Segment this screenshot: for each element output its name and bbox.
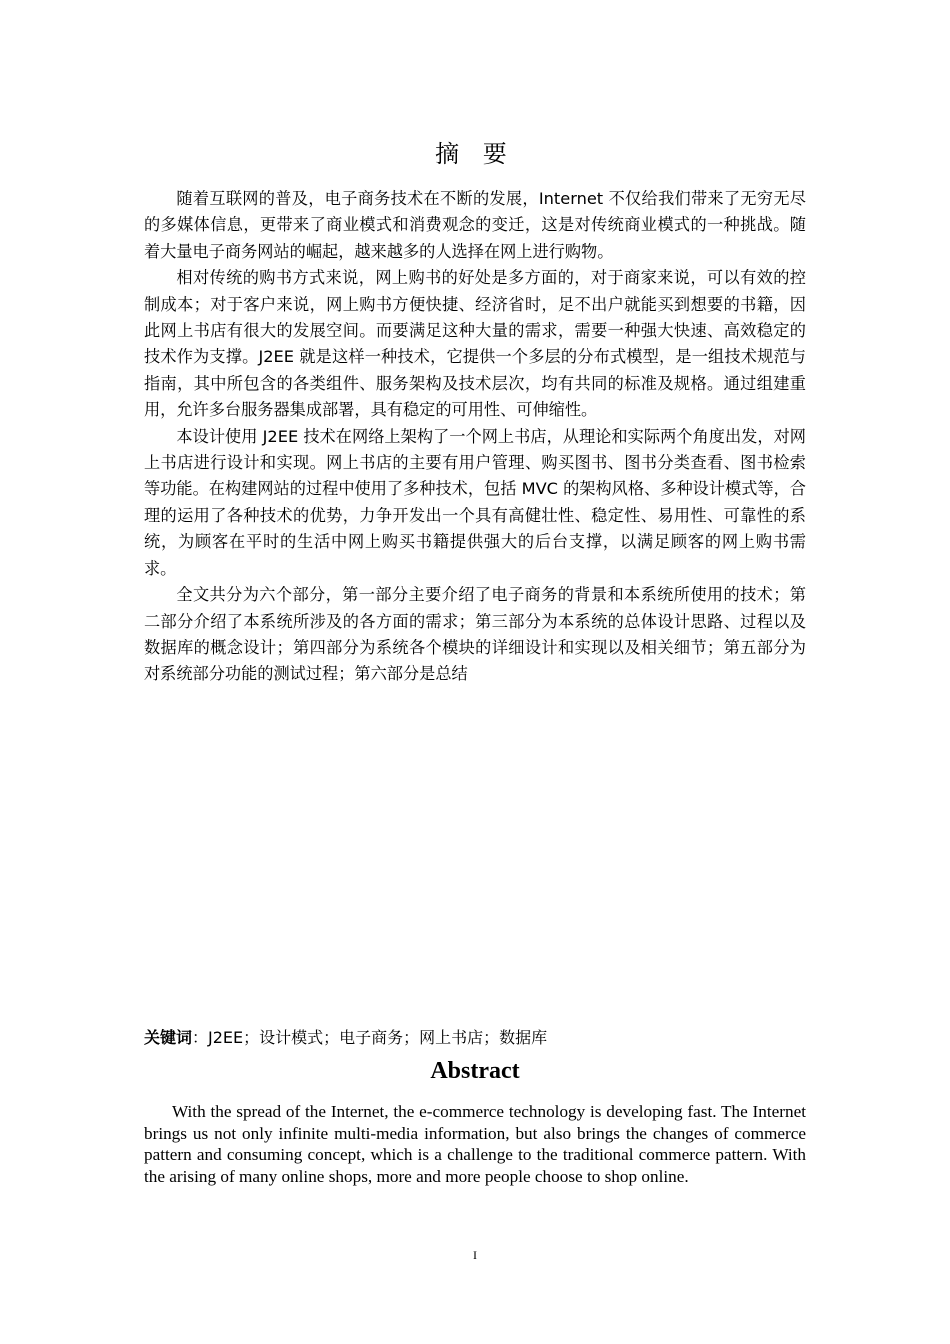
chinese-paragraph-2: 相对传统的购书方式来说，网上购书的好处是多方面的，对于商家来说，可以有效的控制成本；对于客户来说，网上购书方便快捷、经济省时，足不出户就能买到想要的书籍，因此网上书店有很大的发展空间。而要满足这种大量的需求，需要一种强大快速、高效稳定的技术作为支撑。J2EE 就是这样一种技术，它提供一个多层的分布式模型，是一组技术规范与指南，其中所包含的各类组件、服务架构及技术层次，均有共同的标准及规格。通过组建重用，允许多台服务器集成部署，具有稳定的可用性、可伸缩性。 [144,268,806,420]
chinese-paragraph-4: 全文共分为六个部分，第一部分主要介绍了电子商务的背景和本系统所使用的技术；第二部分介绍了本系统所涉及的各方面的需求；第三部分为本系统的总体设计思路、过程以及数据库的概念设计；第四部分为系统各个模块的详细设计和实现以及相关细节；第五部分为对系统部分功能的测试过程；第六部分是总结 [144,585,806,684]
chinese-paragraph-1: 随着互联网的普及，电子商务技术在不断的发展，Internet 不仅给我们带来了无穷无尽的多媒体信息，更带来了商业模式和消费观念的变迁，这是对传统商业模式的一种挑战。随着大量电子商务网站的崛起，越来越多的人选择在网上进行购物。 [144,189,806,261]
chinese-paragraph-3: 本设计使用 J2EE 技术在网络上架构了一个网上书店，从理论和实际两个角度出发，对网上书店进行设计和实现。网上书店的主要有用户管理、购买图书、图书分类查看、图书检索等功能。在构建网站的过程中使用了多种技术，包括 MVC 的架构风格、多种设计模式等，合理的运用了各种技术的优势，力争开发出一个具有高健壮性、稳定性、易用性、可靠性的系统，为顾客在平时的生活中网上购买书籍提供强大的后台支撑，以满足顾客的网上购书需求。 [144,426,806,578]
page-number: I [473,1248,477,1262]
keywords-text: ：J2EE；设计模式；电子商务；网上书店；数据库 [192,1028,548,1047]
keywords-label: 关键词 [144,1028,193,1047]
chinese-abstract-title: 摘 要 [435,140,515,168]
chinese-abstract-body [144,186,806,688]
english-abstract-title: Abstract [430,1058,520,1084]
english-abstract-paragraph: With the spread of the Internet, the e-commerce technology is developing fast. The Internet brings us not only infinite multi-media information, but also brings the changes of commerce pattern and consuming concept, which is a challenge to the traditional commerce pattern. With the arising of many online shops, more and more people choose to shop online. [144,1102,806,1186]
keywords-line [144,1026,806,1050]
